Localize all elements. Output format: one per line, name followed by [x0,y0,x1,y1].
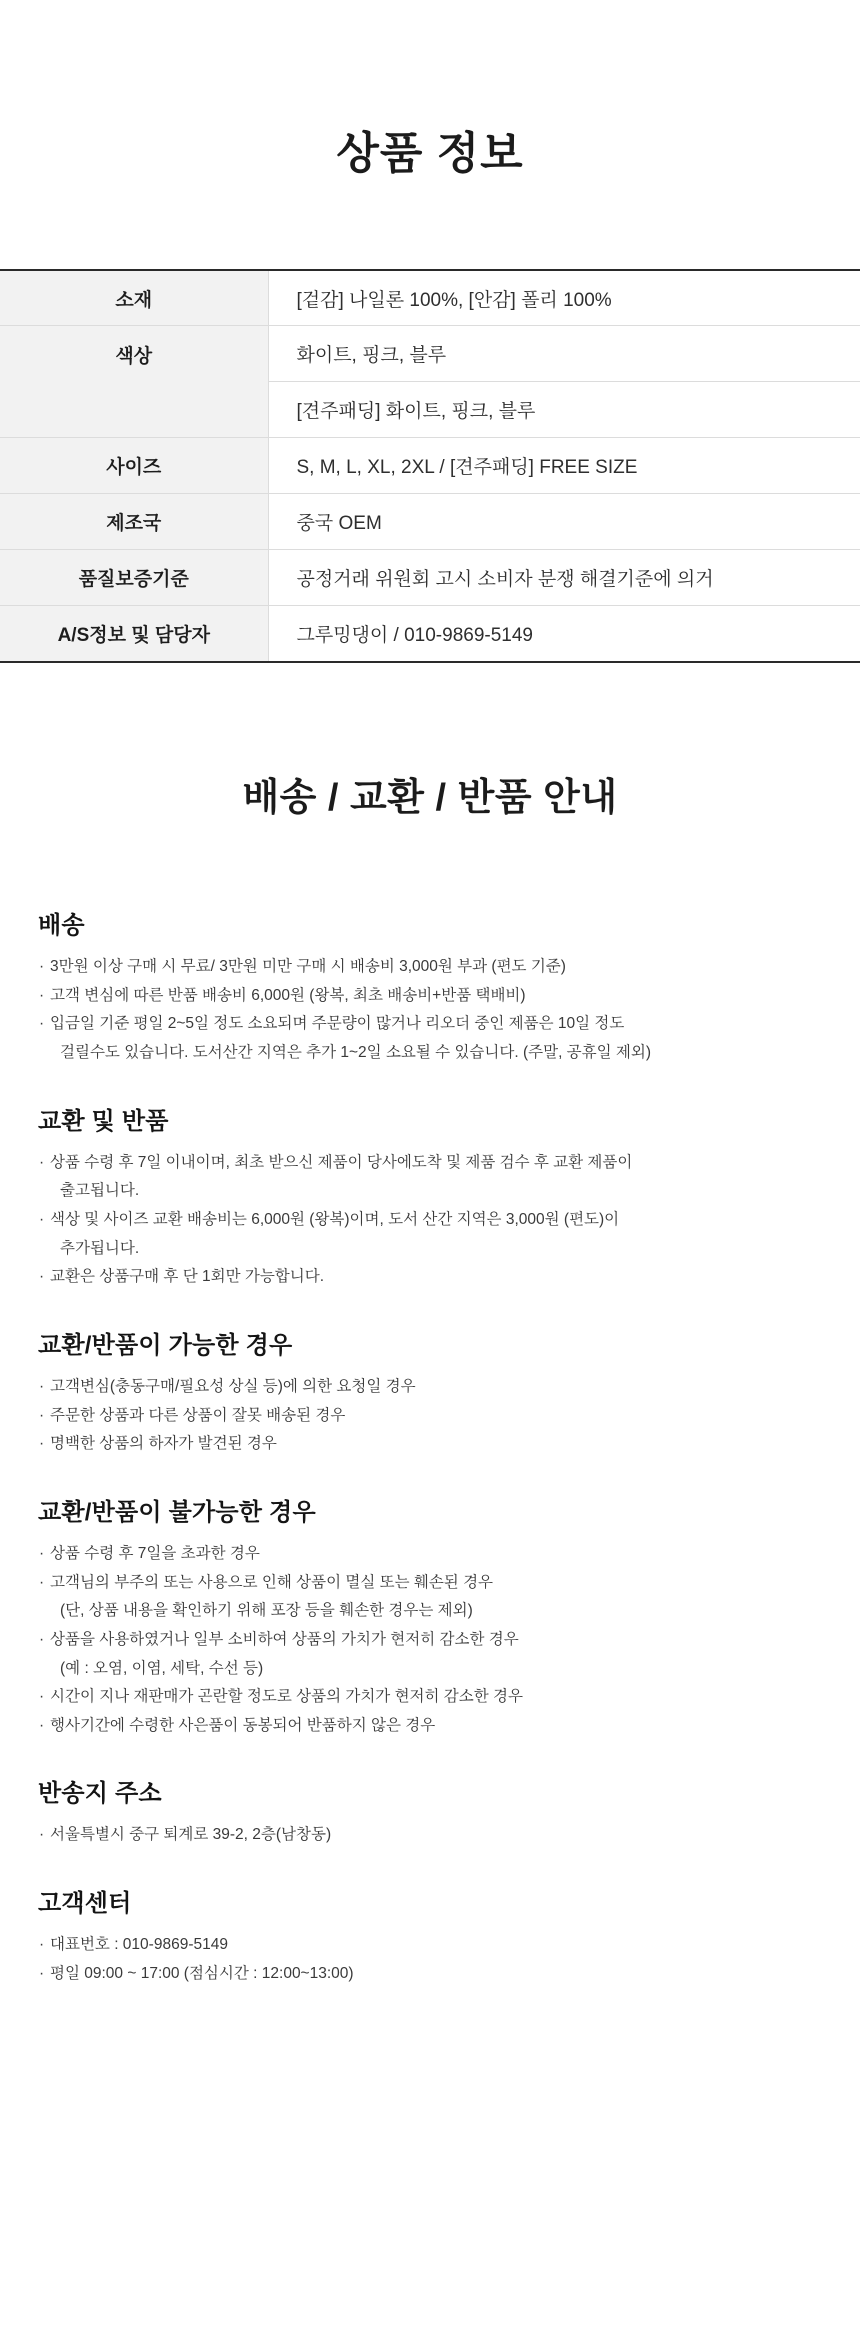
row-value-color-extra: [견주패딩] 화이트, 핑크, 블루 [268,382,860,438]
guide-list-exchange-return [38,1150,822,1291]
guide-list-customer-center [38,1932,822,1987]
guide-block-nonreturnable-cases [0,1492,860,1740]
guide-list-nonreturnable-cases [38,1541,822,1740]
guide-list-return-address [38,1822,822,1849]
guide-block-shipping [0,905,860,1067]
row-label-size: 사이즈 [0,438,268,494]
row-value-material: [겉감] 나일론 100%, [안감] 폴리 100% [268,270,860,326]
row-value-color: 화이트, 핑크, 블루 [268,326,860,382]
list-item: · 상품 수령 후 7일을 초과한 경우 [38,1541,822,1568]
guide-heading-shipping: 배송 [38,912,85,939]
list-item: · 행사기간에 수령한 사은품이 동봉되어 반품하지 않은 경우 [38,1713,822,1740]
list-item: 걸릴수도 있습니다. 도서산간 지역은 추가 1~2일 소요될 수 있습니다. (주말, 공휴일 제외) [60,1043,652,1061]
list-item: 출고됩니다. [60,1182,140,1200]
row-value-size: S, M, L, XL, 2XL / [견주패딩] FREE SIZE [268,438,860,494]
list-item: (단, 상품 내용을 확인하기 위해 포장 등을 훼손한 경우는 제외) [60,1602,473,1620]
table-row [0,382,860,438]
list-item: · 평일 09:00 ~ 17:00 (점심시간 : 12:00~13:00) [38,1961,822,1988]
list-item: · 명백한 상품의 하자가 발견된 경우 [38,1431,822,1458]
table-row [0,494,860,550]
row-label-quality-warranty: 품질보증기준 [0,550,268,606]
guide-title: 배송 / 교환 / 반품 안내 [242,777,618,820]
table-row [0,438,860,494]
guide-heading-exchange-return: 교환 및 반품 [38,1107,169,1135]
guide-list-shipping [38,954,822,1067]
list-item: · 대표번호 : 010-9869-5149 [38,1932,822,1959]
row-label-color-extra [0,382,268,438]
list-item: · 고객 변심에 따른 반품 배송비 6,000원 (왕복, 최초 배송비+반품 택배비) [38,983,822,1010]
row-label-color: 색상 [0,326,268,382]
guide-block-return-address [0,1773,860,1849]
guide-block-exchange-return [0,1101,860,1291]
list-item: · 고객변심(충동구매/필요성 상실 등)에 의한 요청일 경우 [38,1374,822,1401]
table-row [0,606,860,662]
guide-block-returnable-cases [0,1325,860,1458]
list-item: · 시간이 지나 재판매가 곤란할 정도로 상품의 가치가 현저히 감소한 경우 [38,1684,822,1711]
shipping-guide-section [0,694,860,2059]
guide-block-customer-center [0,1883,860,1987]
guide-heading-return-address: 반송지 주소 [38,1780,162,1808]
list-item: · 상품 수령 후 7일 이내이며, 최초 받으신 제품이 당사에도착 및 제품 검수 후 교환 제품이 [38,1150,822,1177]
table-row [0,326,860,382]
product-info-table-body [0,270,860,662]
list-item: · 3만원 이상 구매 시 무료/ 3만원 미만 구매 시 배송비 3,000원 부과 (편도 기준) [38,954,822,981]
guide-list-returnable-cases [38,1374,822,1458]
table-row [0,270,860,326]
list-item: · 상품을 사용하였거나 일부 소비하여 상품의 가치가 현저히 감소한 경우 [38,1627,822,1654]
table-row [0,550,860,606]
row-value-quality-warranty: 공정거래 위원회 고시 소비자 분쟁 해결기준에 의거 [268,550,860,606]
list-item: · 교환은 상품구매 후 단 1회만 가능합니다. [38,1264,822,1291]
list-item: (예 : 오염, 이염, 세탁, 수선 등) [60,1659,264,1677]
list-item: · 색상 및 사이즈 교환 배송비는 6,000원 (왕복)이며, 도서 산간 지역은 3,000원 (편도)이 [38,1207,822,1234]
page-title: 상품 정보 [336,129,524,179]
list-item: · 입금일 기준 평일 2~5일 정도 소요되며 주문량이 많거나 리오더 중인 제품은 10일 정도 [38,1011,822,1038]
row-value-as-contact: 그루밍댕이 / 010-9869-5149 [268,606,860,662]
row-label-as-contact: A/S정보 및 담당자 [0,606,268,662]
list-item: · 주문한 상품과 다른 상품이 잘못 배송된 경우 [38,1403,822,1430]
product-info-table [0,269,860,663]
guide-heading-nonreturnable-cases: 교환/반품이 불가능한 경우 [38,1498,316,1526]
row-label-material: 소재 [0,270,268,326]
guide-heading-customer-center: 고객센터 [38,1890,132,1918]
list-item: · 서울특별시 중구 퇴계로 39-2, 2층(남창동) [38,1822,822,1849]
row-value-country: 중국 OEM [268,494,860,550]
row-label-country: 제조국 [0,494,268,550]
list-item: 추가됩니다. [60,1239,140,1257]
product-detail-page [0,29,860,2329]
guide-heading-returnable-cases: 교환/반품이 가능한 경우 [38,1331,293,1359]
list-item: · 고객님의 부주의 또는 사용으로 인해 상품이 멸실 또는 훼손된 경우 [38,1570,822,1597]
product-info-section [0,29,860,662]
